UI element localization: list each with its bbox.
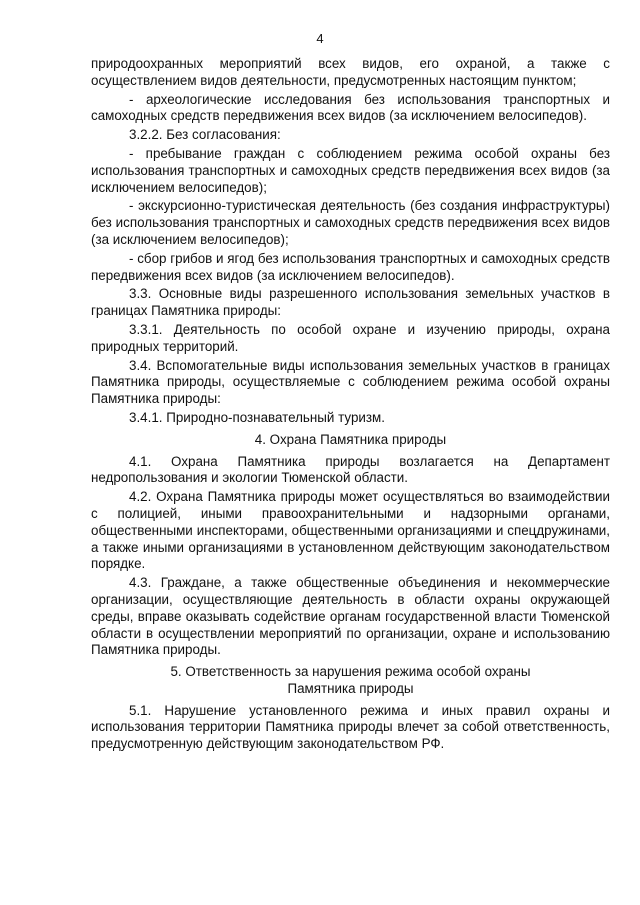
list-item-citizens-stay: - пребывание граждан с соблюдением режима особой охраны без использования транспортных и самоходных средств передвижения всех видов (за исключением велосипедов);: [91, 145, 610, 195]
clause-3-4-1: 3.4.1. Природно-познавательный туризм.: [129, 409, 385, 425]
clause-3-3-1: 3.3.1. Деятельность по особой охране и изучению природы, охрана природных территорий.: [91, 321, 610, 354]
clause-5-1: 5.1. Нарушение установленного режима и иных правил охраны и использования территории Памятника природы влечет за собой ответственность, предусмотренную действующим законодательством РФ.: [91, 702, 610, 752]
section-4-heading: 4. Охрана Памятника природы: [254, 431, 447, 447]
document-body: [91, 56, 610, 755]
clause-4-2: 4.2. Охрана Памятника природы может осуществляться во взаимодействии с полицией, иными правоохранительными и надзорными органами, общественными инспекторами, общественными организациями и спецдружинами, а также иными организациями в установленном действующим законодательством порядке.: [91, 489, 610, 572]
clause-4-3: 4.3. Граждане, а также общественные объединения и некоммерческие организации, осуществляющие деятельность в области охраны окружающей среды, вправе оказывать содействие органам государственной власти Тюменской области в осуществлении мероприятий по организации, охране и использованию Памятника природы.: [91, 575, 610, 658]
clause-3-3: 3.3. Основные виды разрешенного использования земельных участков в границах Памятника природы:: [91, 286, 610, 319]
list-item-archaeology: - археологические исследования без использования транспортных и самоходных средств передвижения всех видов (за исключением велосипедов).: [91, 91, 610, 124]
paragraph-continuation: природоохранных мероприятий всех видов, его охраной, а также с осуществлением видов деятельности, предусмотренных настоящим пунктом;: [91, 56, 610, 88]
list-item-excursion-tourism: - экскурсионно-туристическая деятельность (без создания инфраструктуры) без использования транспортных и самоходных средств передвижения всех видов (за исключением велосипедов);: [91, 198, 610, 247]
section-5-heading: 5. Ответственность за нарушения режима особой охраны: [170, 664, 531, 680]
section-5-heading-line-2: Памятника природы: [287, 680, 414, 696]
page-number: 4: [316, 31, 324, 46]
clause-3-2-2: 3.2.2. Без согласования:: [129, 127, 281, 143]
clause-3-4: 3.4. Вспомогательные виды использования земельных участков в границах Памятника природы, осуществляемые с соблюдением режима особой охраны Памятника природы:: [91, 357, 610, 407]
list-item-mushrooms-berries: - сбор грибов и ягод без использования транспортных и самоходных средств передвижения всех видов (за исключением велосипедов).: [91, 250, 610, 283]
clause-4-1: 4.1. Охрана Памятника природы возлагается на Департамент недропользования и экологии Тюменской области.: [91, 453, 610, 486]
